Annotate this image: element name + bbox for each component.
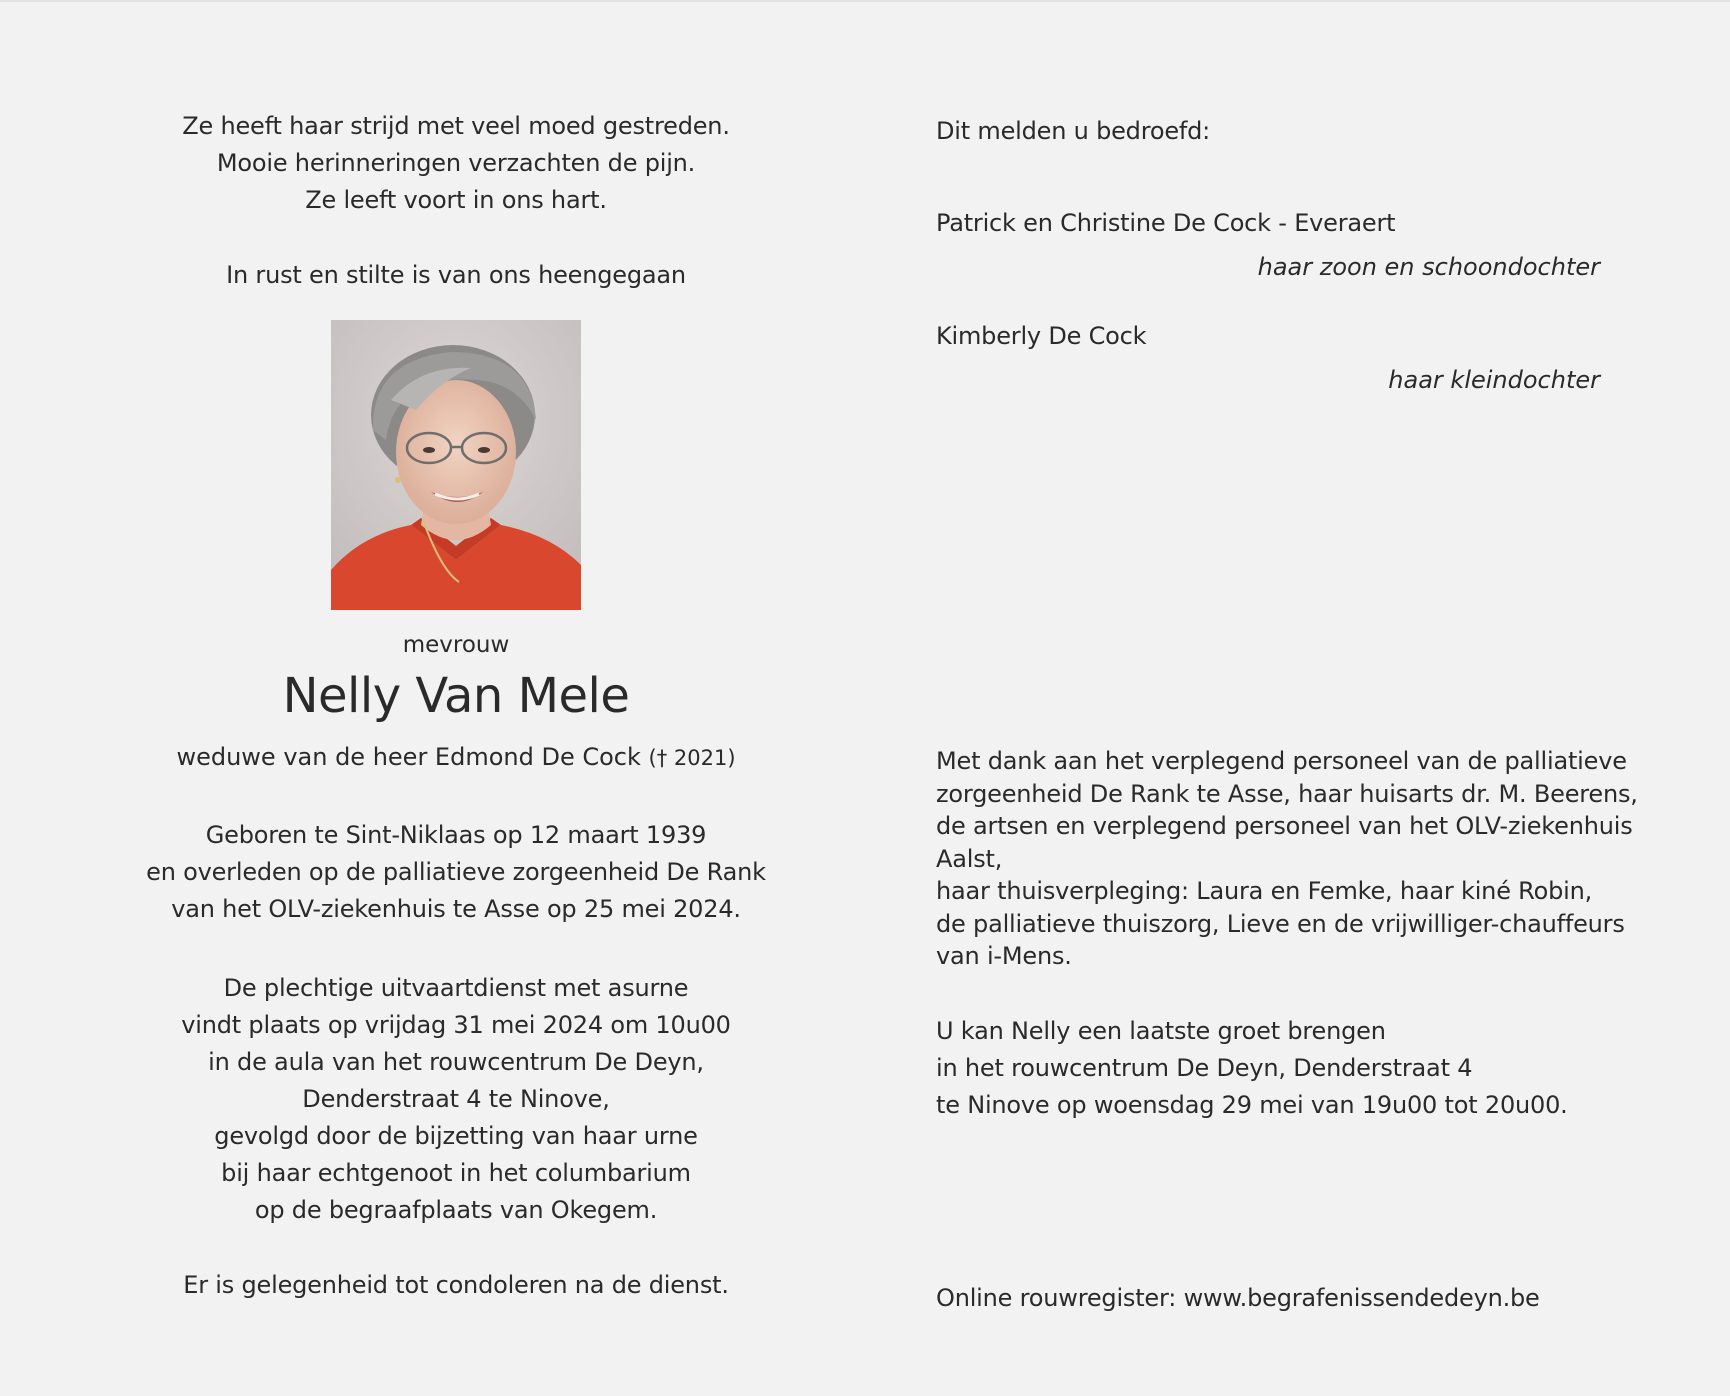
register-block (936, 1280, 1656, 1317)
service-line: op de begraafplaats van Okegem. (254, 1196, 658, 1224)
visit-line: te Ninove op woensdag 29 mei van 19u00 tot 20u00. (936, 1091, 1568, 1119)
thanks-line: van i-Mens. (936, 942, 1072, 970)
service-line: vindt plaats op vrijdag 31 mei 2024 om 10u00 (181, 1011, 731, 1039)
service-line: gevolgd door de bijzetting van haar urne (214, 1122, 698, 1150)
poem-line: Ze heeft haar strijd met veel moed gestreden. (182, 112, 730, 140)
poem (120, 108, 792, 219)
poem-line: Mooie herinneringen verzachten de pijn. (216, 149, 696, 177)
visit-block (936, 1013, 1656, 1124)
family-name: Patrick en Christine De Cock - Everaert (936, 209, 1396, 237)
birth-death-line: van het OLV-ziekenhuis te Asse op 25 mei 2024. (171, 895, 741, 923)
top-border (0, 0, 1730, 2)
portrait-photo (331, 320, 581, 610)
thanks-line: de palliatieve thuiszorg, Lieve en de vrijwilliger-chauffeurs (936, 909, 1625, 938)
thanks-block (936, 745, 1656, 973)
announce-text: Dit melden u bedroefd: (936, 117, 1211, 145)
widow-text: weduwe van de heer Edmond De Cock (176, 743, 641, 771)
register-link[interactable]: www.begrafenissendedeyn.be (1183, 1284, 1540, 1312)
deceased-name: Nelly Van Mele (282, 668, 630, 724)
birth-death-info (120, 817, 792, 928)
widow-line (120, 740, 792, 775)
thanks-line: zorgeenheid De Rank te Asse, haar huisarts dr. M. Beerens, (936, 779, 1638, 808)
family-member (936, 318, 1656, 397)
widow-note: († 2021) (648, 746, 736, 770)
family-member (936, 205, 1656, 284)
thanks-line: Met dank aan het verplegend personeel van de palliatieve (936, 747, 1627, 775)
visit-line: in het rouwcentrum De Deyn, Denderstraat 4 (936, 1054, 1473, 1082)
birth-death-line: Geboren te Sint-Niklaas op 12 maart 1939 (205, 821, 707, 849)
service-info (120, 970, 792, 1229)
service-line: Denderstraat 4 te Ninove, (302, 1085, 610, 1113)
condolence-text: Er is gelegenheid tot condoleren na de dienst. (183, 1271, 729, 1299)
family-relation: haar zoon en schoondochter (1257, 253, 1600, 281)
family-name: Kimberly De Cock (936, 322, 1147, 350)
service-line: bij haar echtgenoot in het columbarium (221, 1159, 691, 1187)
left-column (120, 108, 792, 1304)
intro-text: In rust en stilte is van ons heengegaan (226, 261, 686, 289)
thanks-line: de artsen en verplegend personeel van het OLV-ziekenhuis Aalst, (936, 812, 1633, 873)
register-label: Online rouwregister: (936, 1284, 1177, 1312)
service-line: De plechtige uitvaartdienst met asurne (223, 974, 689, 1002)
visit-line: U kan Nelly een laatste groet brengen (936, 1017, 1386, 1045)
family-relation: haar kleindochter (1388, 366, 1600, 394)
birth-death-line: en overleden op de palliatieve zorgeenheid De Rank (146, 858, 766, 886)
poem-line: Ze leeft voort in ons hart. (305, 186, 607, 214)
honorific: mevrouw (402, 632, 510, 658)
register-line (936, 1280, 1656, 1317)
family-block (936, 113, 1656, 150)
service-line: in de aula van het rouwcentrum De Deyn, (208, 1048, 704, 1076)
thanks-line: haar thuisverpleging: Laura en Femke, haar kiné Robin, (936, 877, 1593, 905)
